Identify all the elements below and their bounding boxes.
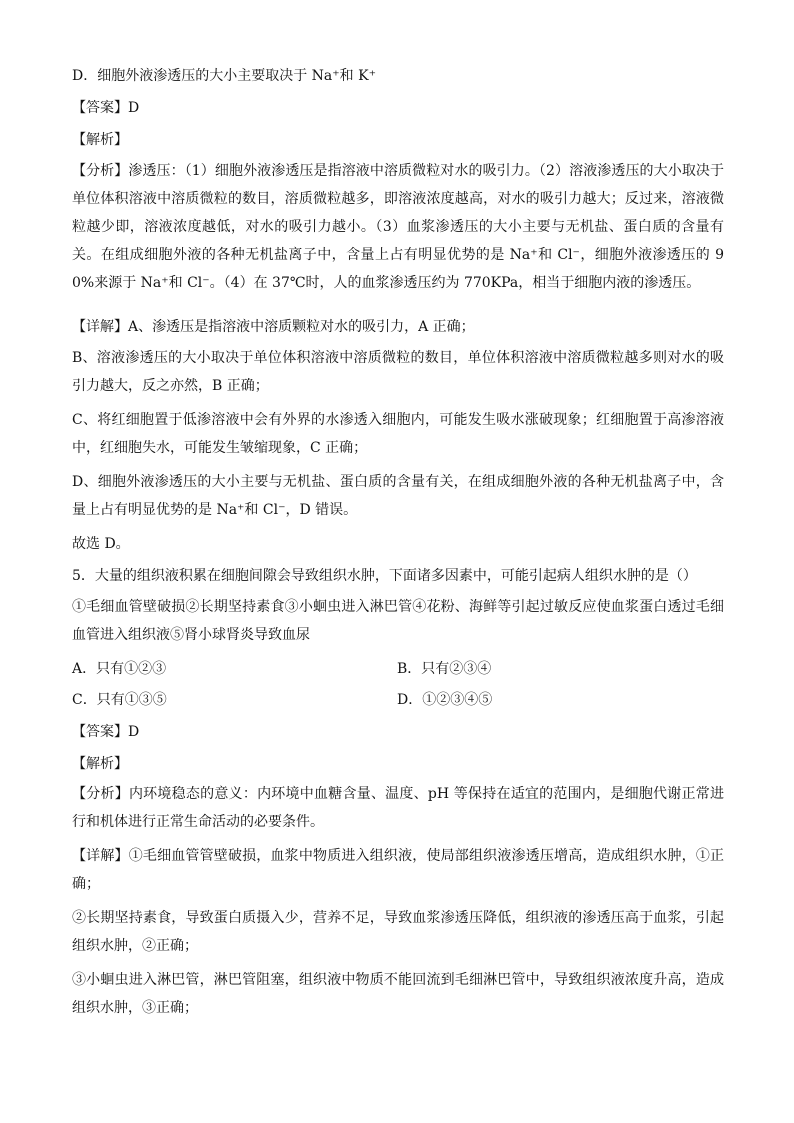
answer-label: 【答案】D	[72, 100, 140, 116]
question-5-items: ①毛细血管壁破损②长期坚持素食③小蛔虫进入淋巴管④花粉、海鲜等引起过敏反应使血浆蛋白透过毛细血管进入组织液⑤肾小球肾炎导致血尿	[72, 599, 724, 643]
question-5-option-a: A．只有①②③	[72, 661, 167, 677]
detail-d-paragraph: D、细胞外液渗透压的大小主要与无机盐、蛋白质的含量有关，在组成细胞外液的各种无机盐离子中，含量上占有明显优势的是 Na⁺和 Cl⁻，D 错误。	[72, 474, 724, 518]
answer-label-2: 【答案】D	[72, 724, 140, 740]
question-5-stem: 5．大量的组织液积累在细胞间隙会导致组织水肿，下面诸多因素中，可能引起病人组织水肿的是（）	[72, 568, 697, 584]
analysis-label-2: 【解析】	[72, 756, 128, 772]
conclusion-line: 故选 D。	[72, 536, 130, 552]
detail-b-paragraph: B、溶液渗透压的大小取决于单位体积溶液中溶质微粒的数目，单位体积溶液中溶质微粒越多则对水的吸引力越大，反之亦然，B 正确；	[72, 350, 724, 394]
detail-item-3-paragraph: ③小蛔虫进入淋巴管，淋巴管阻塞，组织液中物质不能回流到毛细淋巴管中，导致组织液浓度升高，造成组织水肿，③正确；	[72, 972, 724, 1016]
analysis-fenxi-paragraph-2: 【分析】内环境稳态的意义：内环境中血糖含量、温度、pH 等保持在适宜的范围内，是细胞代谢正常进行和机体进行正常生命活动的必要条件。	[72, 786, 724, 830]
detail-a-line: 【详解】A、渗透压是指溶液中溶质颗粒对水的吸引力，A 正确；	[72, 319, 475, 335]
detail-c-paragraph: C、将红细胞置于低渗溶液中会有外界的水渗透入细胞内，可能发生吸水涨破现象；红细胞置于高渗溶液中，红细胞失水，可能发生皱缩现象，C 正确；	[72, 412, 724, 456]
question-5-option-d: D．①②③④⑤	[397, 692, 493, 708]
analysis-label: 【解析】	[72, 132, 128, 148]
question-5-option-c: C．只有①③⑤	[72, 692, 167, 708]
question-5-option-b: B．只有②③④	[397, 661, 492, 677]
detail-item-1-paragraph: 【详解】①毛细血管管壁破损，血浆中物质进入组织液，使局部组织液渗透压增高，造成组织水肿，①正确；	[72, 848, 724, 892]
option-d-previous: D．细胞外液渗透压的大小主要取决于 Na⁺和 K⁺	[72, 68, 376, 84]
analysis-fenxi-paragraph: 【分析】渗透压：（1）细胞外液渗透压是指溶液中溶质微粒对水的吸引力。（2）溶液渗透压的大小取决于单位体积溶液中溶质微粒的数目，溶质微粒越多，即溶液浓度越高，对水的吸引力越大；反过来，溶液微粒越少即，溶液浓度越低，对水的吸引力越小。（3）血浆渗透压的大小主要与无机盐、蛋白质的含量有关。在组成细胞外液的各种无机盐离子中，含量上占有明显优势的是 Na⁺和 Cl⁻，细胞外液渗透压的 90%来源于 Na⁺和 Cl⁻。（4）在 37℃时，人的血浆渗透压约为 770KPa，相当于细胞内液的渗透压。	[72, 163, 724, 291]
detail-item-2-paragraph: ②长期坚持素食，导致蛋白质摄入少，营养不足，导致血浆渗透压降低，组织液的渗透压高于血浆，引起组织水肿，②正确；	[72, 910, 724, 954]
